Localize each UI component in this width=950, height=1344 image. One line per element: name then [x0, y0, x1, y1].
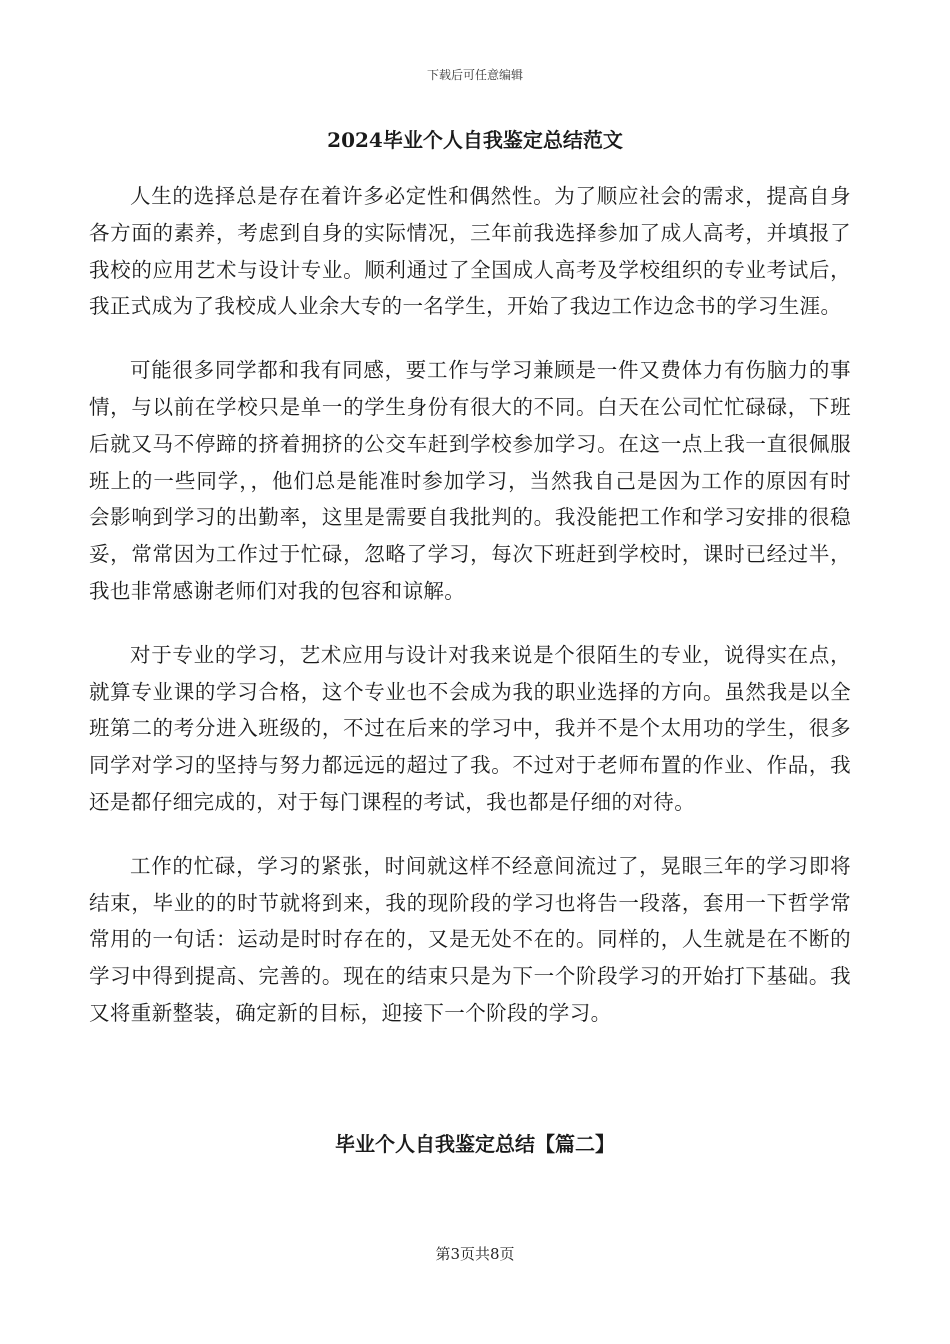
- document-title: 2024毕业个人自我鉴定总结范文: [327, 128, 623, 152]
- paragraph-3: 对于专业的学习，艺术应用与设计对我来说是个很陌生的专业，说得实在点，就算专业课的学习合格，这个专业也不会成为我的职业选择的方向。虽然我是以全班第二的考分进入班级的，不过在后来的学习中，我并不是个太用功的学生，很多同学对学习的坚持与努力都远远的超过了我。不过对于老师布置的作业、作品，我还是都仔细完成的，对于每门课程的考试，我也都是仔细的对待。: [89, 642, 851, 814]
- header-note: 下载后可任意编辑: [426, 68, 523, 82]
- paragraph-1: 人生的选择总是存在着许多必定性和偶然性。为了顺应社会的需求，提高自身各方面的素养，考虑到自身的实际情况，三年前我选择参加了成人高考，并填报了我校的应用艺术与设计专业。顺利通过了全国成人高考及学校组织的专业考试后，我正式成为了我校成人业余大专的一名学生，开始了我边工作边念书的学习生涯。: [89, 184, 851, 319]
- paragraph-4: 工作的忙碌，学习的紧张，时间就这样不经意间流过了，晃眼三年的学习即将结束，毕业的的时节就将到来，我的现阶段的学习也将告一段落，套用一下哲学常常用的一句话：运动是时时存在的，又是无处不在的。同样的，人生就是在不断的学习中得到提高、完善的。现在的结束只是为下一个阶段学习的开始打下基础。我又将重新整装，确定新的目标，迎接下一个阶段的学习。: [89, 853, 851, 1025]
- paragraph-2: 可能很多同学都和我有同感，要工作与学习兼顾是一件又费体力有伤脑力的事情，与以前在学校只是单一的学生身份有很大的不同。白天在公司忙忙碌碌，下班后就又马不停蹄的挤着拥挤的公交车赶到学校参加学习。在这一点上我一直很佩服班上的一些同学，，他们总是能准时参加学习，当然我自己是因为工作的原因有时会影响到学习的出勤率，这里是需要自我批判的。我没能把工作和学习安排的很稳妥，常常因为工作过于忙碌，忽略了学习，每次下班赶到学校时，课时已经过半，我也非常感谢老师们对我的包容和谅解。: [89, 358, 851, 603]
- page-number: 第3页共8页: [435, 1245, 515, 1263]
- document-body: [89, 178, 851, 1059]
- section-title: 毕业个人自我鉴定总结【篇二】: [335, 1132, 615, 1156]
